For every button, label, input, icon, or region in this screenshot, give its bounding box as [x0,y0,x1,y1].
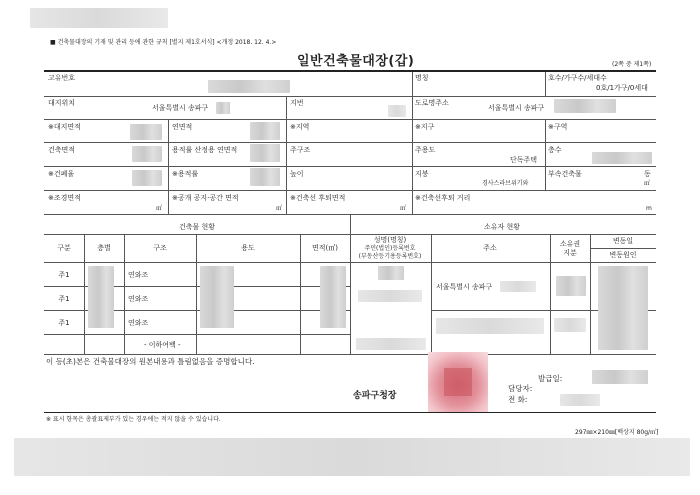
redacted-phone [560,394,600,406]
col-structure: 구조 [153,244,167,252]
redacted-coverage [132,170,162,186]
roof-label: 지붕 [415,170,429,178]
building-section-title: 건축물 현황 [178,223,216,231]
redacted-far-area [250,144,280,162]
col-change-cause: 변동원인 [609,251,637,259]
public-space-unit: ㎡ [276,205,283,212]
floors-label: 층수 [548,146,562,154]
redacted-site [216,102,230,114]
col-use: 용도 [241,244,255,252]
redacted-unique-no [208,80,290,93]
col-div: 구분 [57,244,71,252]
col-change-date: 변동일 [612,237,634,245]
redacted-owner-1 [378,266,404,280]
redacted-area-col [320,266,346,328]
col-share2: 지분 [563,249,577,257]
issuer-name: 송파구청장 [353,391,397,401]
road-value: 서울특별시 송파구 [488,104,545,112]
redacted-floors [592,152,652,164]
redacted-land-area [130,124,162,140]
row-structure: 연와조 [128,319,149,327]
blank-mark: - 이하여백 - [144,341,181,349]
far-area-label: 용적률 산정용 연면적 [172,146,238,154]
redacted-owner-address [500,281,536,292]
paper-size: 297㎜×210㎜[백상지 80g/㎡] [575,429,659,436]
col-floor: 층별 [97,244,111,252]
height-label: 높이 [290,170,304,178]
main-use-value: 단독주택 [510,156,538,164]
coverage-label: ※건폐율 [48,170,75,178]
far-label: ※용적률 [172,170,199,178]
col-address: 주소 [483,244,497,252]
building-area-label: 건축면적 [48,146,76,154]
col-share: 소유권 [559,240,581,248]
public-space-label: ※공개 공지·공간 면적 [172,194,239,202]
official-seal-center [444,368,472,396]
setback-area-unit: ㎡ [400,205,407,212]
setback-dist-unit: m [646,205,652,212]
annex-value: 동 [644,170,651,178]
redacted-use-col [200,266,234,328]
setback-dist-label: ※건축선후퇴 거리 [415,194,471,202]
roof-value: 경사스라브위기와 [482,180,529,187]
redacted-share [556,276,586,296]
phone-label: 전 화: [508,395,528,404]
redacted-building-area [132,146,162,162]
certify-text: 이 등(초)본은 건축물대장의 원본내용과 틀림없음을 증명합니다. [46,357,255,366]
rule-note: ■ 건축물대장의 기재 및 관리 등에 관한 규칙 [별지 제1호서식] <개정 2018. 12. 4.> [50,39,277,46]
row-div: 주1 [58,271,70,279]
floor-area-label: 연면적 [172,123,193,131]
row-structure: 연와조 [128,271,149,279]
redacted-road [554,99,616,113]
units-label: 호수/가구수/세대수 [548,74,607,82]
redacted-change-col [598,266,648,350]
landscape-unit: ㎡ [156,205,163,212]
col-owner-id: 주민(법인)등록번호 [364,245,416,252]
site-label: 대지위치 [48,99,76,107]
structure-label: 주구조 [290,146,311,154]
name-label: 명칭 [415,74,429,82]
district-label: ※지구 [415,123,435,131]
redacted-issue-date [592,370,648,384]
row-structure: 연와조 [128,295,149,303]
owner-section-title: 소유자 현황 [483,223,521,231]
owner-address: 서울특별시 송파구 [436,283,493,291]
annex-label: 부속건축물 [548,170,582,178]
road-label: 도로명주소 [415,99,449,107]
row-div: 주1 [58,295,70,303]
col-owner-id2: (부동산등기용등록번호) [358,253,422,260]
footer-note: ※ 표시 항목은 총괄표제부가 있는 경우에는 적지 않을 수 있습니다. [46,416,221,423]
units-value: 0호/1가구/0세대 [596,84,648,92]
redacted-far [250,168,280,186]
landscape-label: ※조경면적 [48,194,81,202]
redacted-lot [388,105,406,117]
document-title: 일반건축물대장(갑) [297,54,415,69]
lot-label: 지번 [290,99,304,107]
zone-label: ※지역 [290,123,310,131]
unique-no-label: 고유번호 [48,74,76,82]
col-owner-name: 성명(명칭) [373,236,407,244]
redacted-share-2 [554,318,586,332]
issue-date-label: 발급일: [538,374,563,383]
redacted-floor-area [250,122,280,140]
sector-label: ※구역 [548,123,568,131]
site-value: 서울특별시 송파구 [152,104,209,112]
main-use-label: 주용도 [415,146,436,154]
clerk-label: 담당자: [508,384,533,393]
setback-area-label: ※건축선 후퇴면적 [290,194,346,202]
annex-unit: ㎡ [644,180,651,187]
row-div: 주1 [58,319,70,327]
redacted-floor-col [88,266,114,328]
col-area: 면적(㎡) [312,244,338,252]
redacted-owner-2 [436,318,544,334]
redacted-owner-id-1 [358,290,422,302]
page-count: (2쪽 중 제1쪽) [612,61,652,68]
land-area-label: ※대지면적 [48,123,81,131]
redacted-footer [14,438,690,476]
redacted-owner-id-2 [356,338,426,350]
redacted-header [30,8,168,28]
